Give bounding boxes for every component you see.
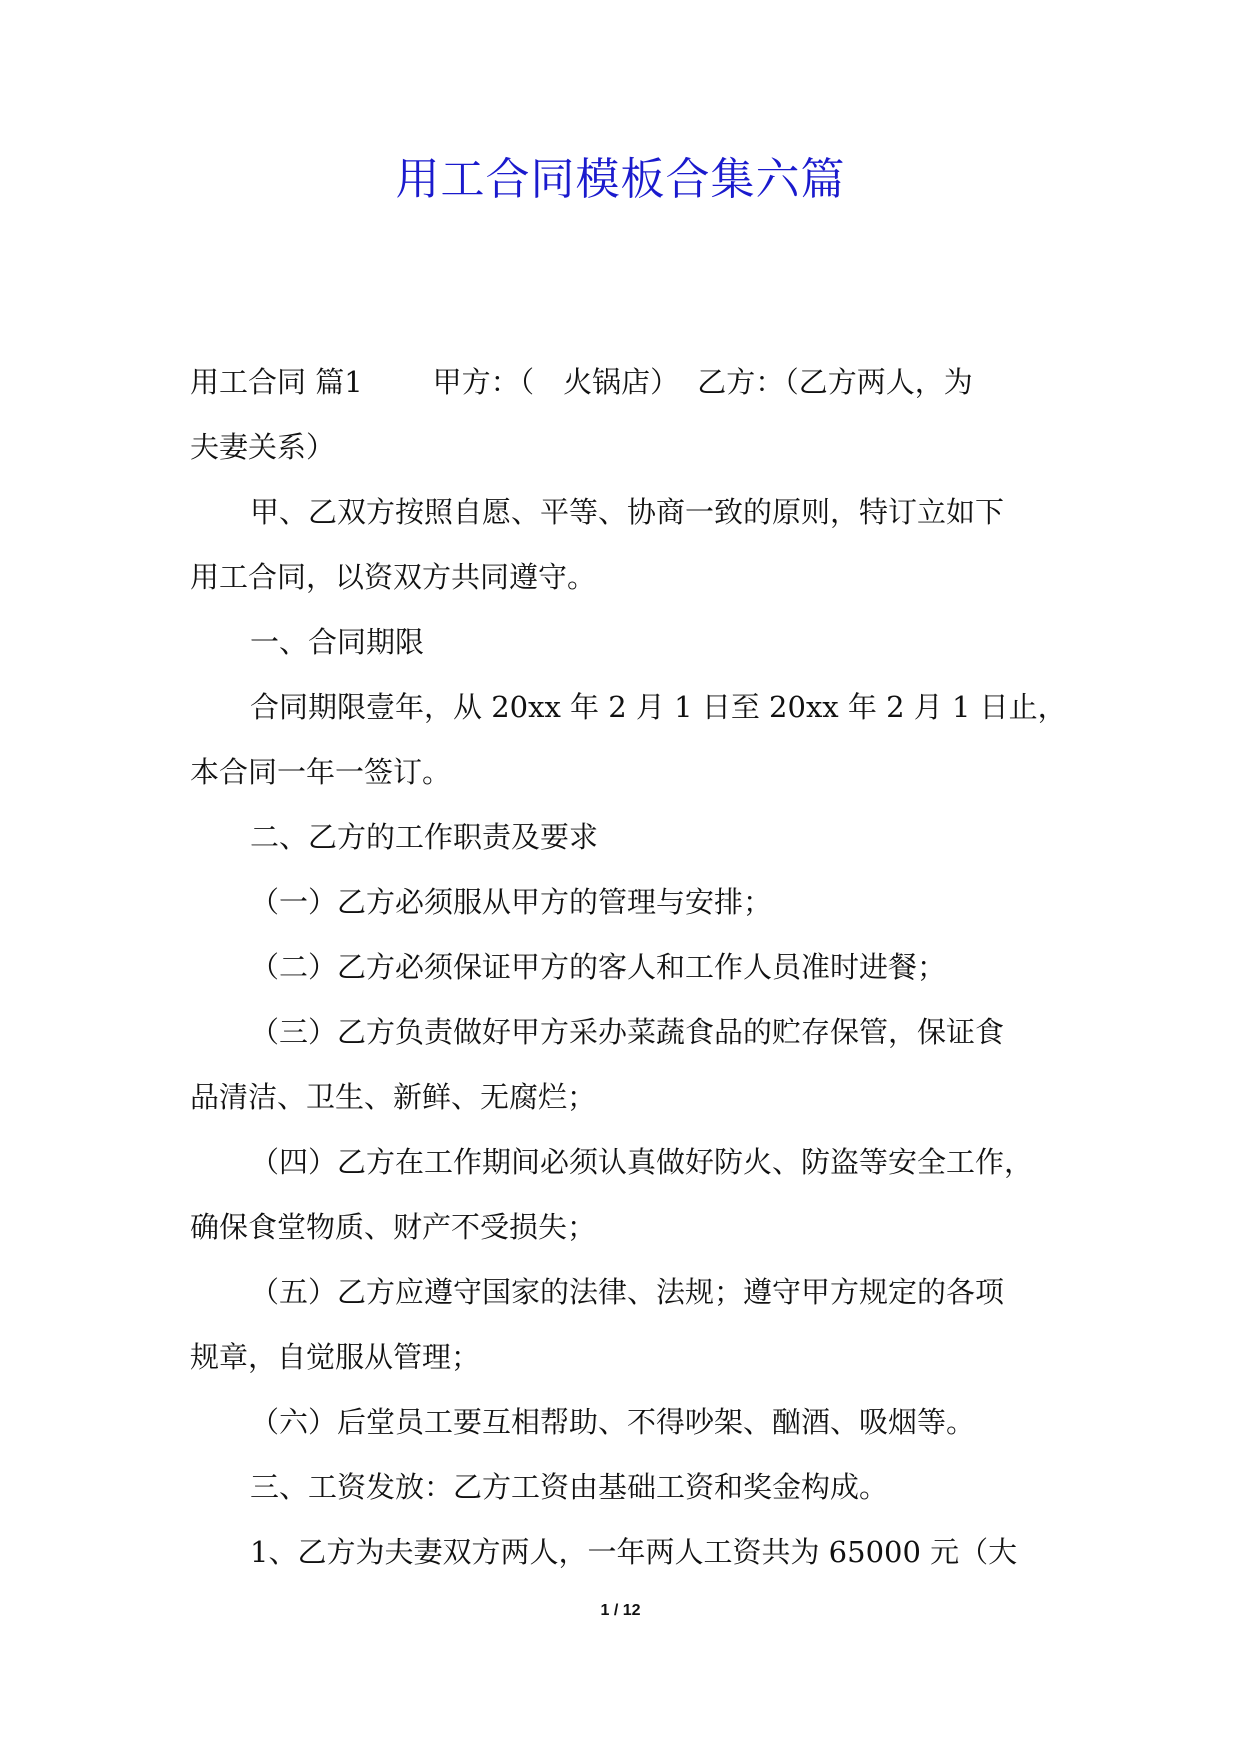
paragraph-line: 甲、乙双方按照自愿、平等、协商一致的原则，特订立如下 (250, 495, 1005, 529)
contract-header-part1: 用工合同 篇1 (190, 365, 363, 399)
list-item: （四）乙方在工作期间必须认真做好防火、防盗等安全工作， (250, 1145, 1034, 1179)
list-item: （二）乙方必须保证甲方的客人和工作人员准时进餐； (250, 950, 947, 984)
list-item-continuation: 品清洁、卫生、新鲜、无腐烂； (190, 1080, 597, 1114)
section-heading: 一、合同期限 (250, 625, 425, 659)
contract-header-part3: 乙方：（乙方两人，为 (697, 365, 973, 399)
list-item: （六）后堂员工要互相帮助、不得吵架、酗酒、吸烟等。 (250, 1405, 976, 1439)
paragraph-line: 用工合同，以资双方共同遵守。 (190, 560, 597, 594)
list-item-continuation: 确保食堂物质、财产不受损失； (190, 1210, 597, 1244)
contract-header-line (190, 350, 1060, 415)
paragraph-line: 合同期限壹年，从 20xx 年 2 月 1 日至 20xx 年 2 月 1 日止， (250, 690, 1067, 724)
contract-header-part2: 甲方：（ 火锅店） (432, 365, 680, 399)
list-item: （一）乙方必须服从甲方的管理与安排； (250, 885, 773, 919)
section-heading: 三、工资发放：乙方工资由基础工资和奖金构成。 (250, 1470, 889, 1504)
list-item: （五）乙方应遵守国家的法律、法规；遵守甲方规定的各项 (250, 1275, 1005, 1309)
section-heading: 二、乙方的工作职责及要求 (250, 820, 599, 854)
document-body (190, 350, 1067, 1585)
list-item: （三）乙方负责做好甲方采办菜蔬食品的贮存保管，保证食 (250, 1015, 1005, 1049)
page-number: 1 / 12 (600, 1602, 641, 1619)
list-item-continuation: 规章，自觉服从管理； (190, 1340, 481, 1374)
paragraph-line: 本合同一年一签订。 (190, 755, 452, 789)
document-title: 用工合同模板合集六篇 (395, 154, 846, 205)
paragraph-line: 1、乙方为夫妻双方两人，一年两人工资共为 65000 元（大 (250, 1535, 1018, 1569)
paragraph-line: 夫妻关系） (190, 430, 336, 464)
